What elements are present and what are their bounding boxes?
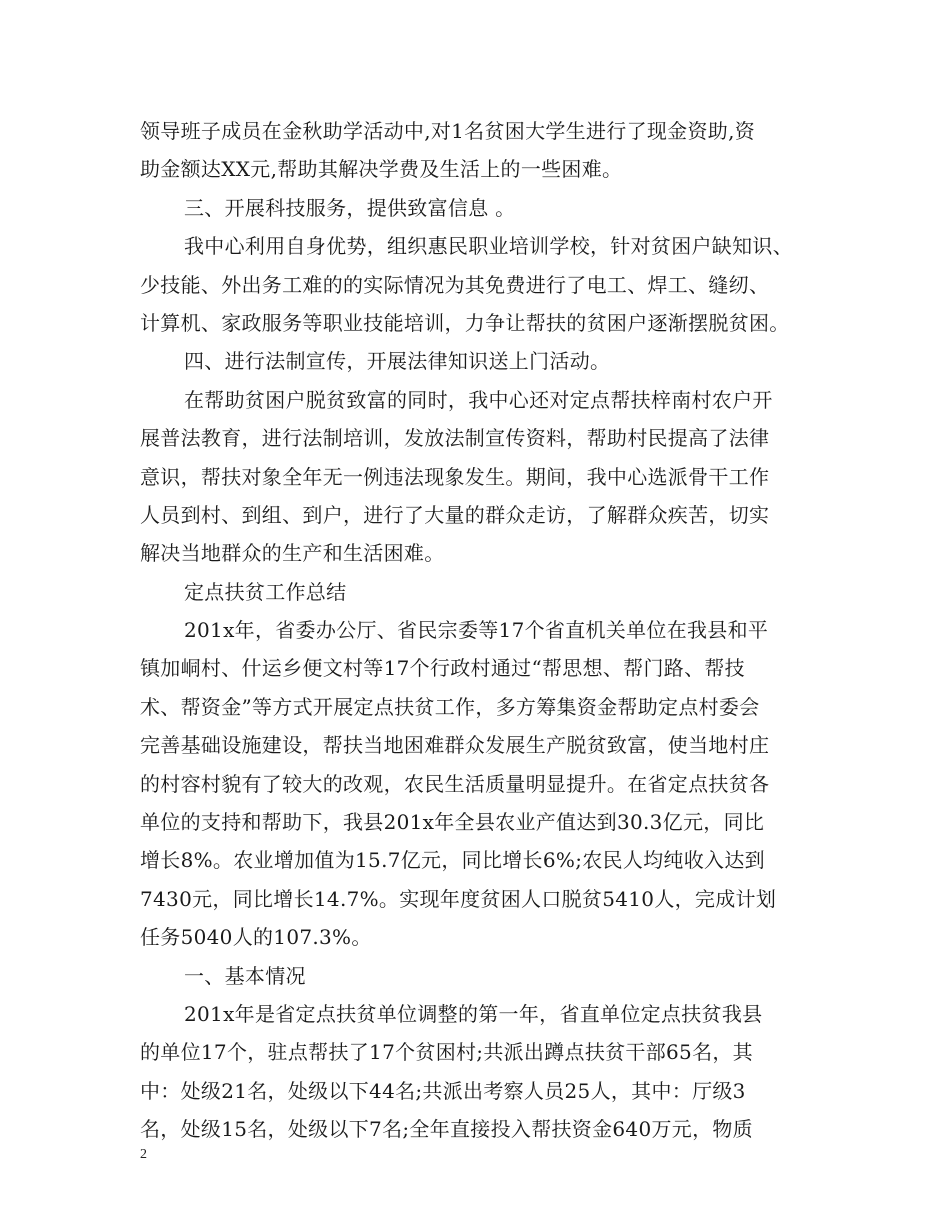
text-line: 少技能、外出务工难的的实际情况为其免费进行了电工、焊工、缝纫、 xyxy=(140,272,770,297)
text-line: 镇加峒村、什运乡便文村等17个行政村通过“帮思想、帮门路、帮技 xyxy=(140,656,745,681)
page-number: 2 xyxy=(140,1147,147,1162)
text-line: 任务5040人的107.3%。 xyxy=(140,925,372,950)
text-line: 中：处级21名，处级以下44名;共派出考察人员25人，其中：厅级3 xyxy=(140,1078,746,1103)
text-line: 单位的支持和帮助下，我县201x年全县农业产值达到30.3亿元，同比 xyxy=(140,810,765,835)
text-line: 的村容村貌有了较大的改观，农民生活质量明显提升。在省定点扶贫各 xyxy=(140,771,770,796)
text-line: 定点扶贫工作总结 xyxy=(184,579,347,604)
text-line: 增长8%。农业增加值为15.7亿元，同比增长6%;农民人均纯收入达到 xyxy=(140,848,765,873)
text-line: 名，处级15名，处级以下7名;全年直接投入帮扶资金640万元，物质 xyxy=(140,1117,753,1142)
text-line: 201x年，省委办公厅、省民宗委等17个省直机关单位在我县和平 xyxy=(184,618,769,643)
text-line: 7430元，同比增长14.7%。实现年度贫困人口脱贫5410人，完成计划 xyxy=(140,886,777,911)
text-line: 展普法教育，进行法制培训，发放法制宣传资料，帮助村民提高了法律 xyxy=(140,426,770,451)
text-line: 术、帮资金”等方式开展定点扶贫工作，多方筹集资金帮助定点村委会 xyxy=(140,694,760,719)
text-line: 人员到村、到组、到户，进行了大量的群众走访，了解群众疾苦，切实 xyxy=(140,502,770,527)
text-line: 我中心利用自身优势，组织惠民职业培训学校，针对贫困户缺知识、 xyxy=(184,234,793,259)
text-line: 解决当地群众的生产和生活困难。 xyxy=(140,541,445,566)
text-line: 助金额达XX元,帮助其解决学费及生活上的一些困难。 xyxy=(140,157,623,182)
text-line: 领导班子成员在金秋助学活动中,对1名贫困大学生进行了现金资助,资 xyxy=(140,119,756,143)
document-body xyxy=(140,112,830,1149)
text-line: 完善基础设施建设，帮扶当地困难群众发展生产脱贫致富，使当地村庄 xyxy=(140,733,770,758)
text-line: 计算机、家政服务等职业技能培训，力争让帮扶的贫困户逐渐摆脱贫困。 xyxy=(140,310,790,335)
text-line: 一、基本情况 xyxy=(184,963,306,988)
text-line: 在帮助贫困户脱贫致富的同时，我中心还对定点帮扶梓南村农户开 xyxy=(184,387,773,412)
text-line: 意识，帮扶对象全年无一例违法现象发生。期间，我中心选派骨干工作 xyxy=(140,464,770,489)
text-line: 三、开展科技服务，提供致富信息 。 xyxy=(184,195,516,220)
text-line: 四、进行法制宣传，开展法律知识送上门活动。 xyxy=(184,349,611,374)
text-line: 201x年是省定点扶贫单位调整的第一年，省直单位定点扶贫我县 xyxy=(184,1001,763,1026)
text-line: 的单位17个，驻点帮扶了17个贫困村;共派出蹲点扶贫干部65名，其 xyxy=(140,1040,753,1065)
